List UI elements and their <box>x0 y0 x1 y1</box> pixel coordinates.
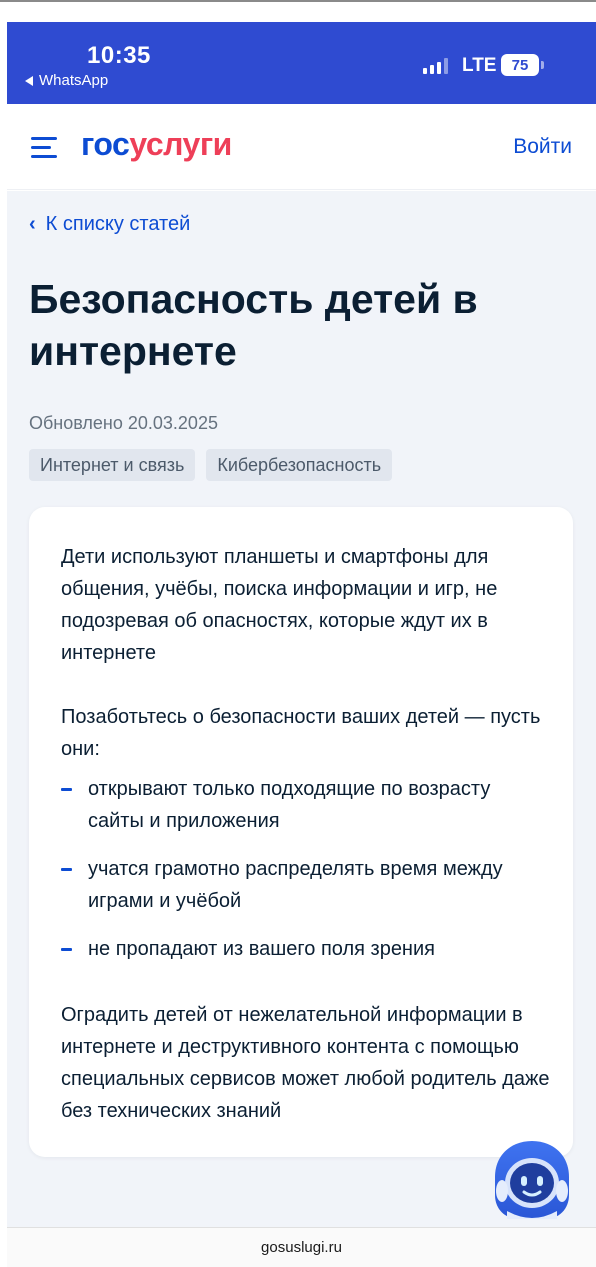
page-title: Безопасность детей в интернете <box>29 276 478 374</box>
intro-paragraph: Дети используют планшеты и смартфоны для общения, учёбы, поиска информации и игр, не подозревая об опасностях, которые ждут их в интернете <box>61 546 498 664</box>
status-time: 10:35 <box>87 42 151 69</box>
browser-domain: gosuslugi.ru <box>261 1239 342 1256</box>
list-item-text: открывают только подходящие по возрасту сайты и приложения <box>88 778 491 832</box>
gosuslugi-logo[interactable] <box>81 126 232 163</box>
updated-date: Обновлено 20.03.2025 <box>29 413 218 433</box>
advice-paragraph: Позаботьтесь о безопасности ваших детей — пусть они: <box>61 706 541 760</box>
chevron-left-icon: ‹ <box>29 213 36 235</box>
logo-part-uslugi: услуги <box>129 126 232 162</box>
battery-icon: 75 <box>501 54 539 76</box>
login-button[interactable]: Войти <box>513 135 572 158</box>
back-app-label: WhatsApp <box>39 72 109 89</box>
browser-address-bar[interactable] <box>7 1227 596 1267</box>
tag-list <box>29 449 392 481</box>
status-bar <box>7 22 596 104</box>
back-to-articles-link[interactable] <box>29 213 190 236</box>
dash-bullet-icon <box>61 868 72 871</box>
conclusion-paragraph: Оградить детей от нежелательной информации в интернете и деструктивного контента с помощью специальных сервисов может любой родитель даже без технических знаний <box>61 1004 550 1122</box>
menu-icon[interactable] <box>31 137 57 159</box>
site-header <box>7 104 596 190</box>
network-type: LTE <box>462 55 497 76</box>
list-item-text: учатся грамотно распределять время между играми и учёбой <box>88 858 503 912</box>
dash-bullet-icon <box>61 788 72 791</box>
dash-bullet-icon <box>61 948 72 951</box>
top-rule <box>0 0 596 2</box>
list-item <box>61 773 551 837</box>
article-card <box>29 507 573 1157</box>
robot-assistant-icon[interactable] <box>493 1139 571 1221</box>
tag-internet[interactable]: Интернет и связь <box>29 449 195 481</box>
back-triangle-icon <box>25 76 33 86</box>
logo-part-gos: гос <box>81 126 130 162</box>
list-item <box>61 853 551 917</box>
battery-cap <box>541 61 544 69</box>
list-item <box>61 933 551 965</box>
back-link-label: К списку статей <box>45 213 191 235</box>
advice-list <box>61 773 551 981</box>
back-to-app-link[interactable] <box>25 72 108 89</box>
article-page <box>7 191 596 1227</box>
list-item-text: не пропадают из вашего поля зрения <box>88 938 435 960</box>
signal-icon <box>423 58 448 74</box>
tag-cybersecurity[interactable]: Кибербезопасность <box>206 449 392 481</box>
